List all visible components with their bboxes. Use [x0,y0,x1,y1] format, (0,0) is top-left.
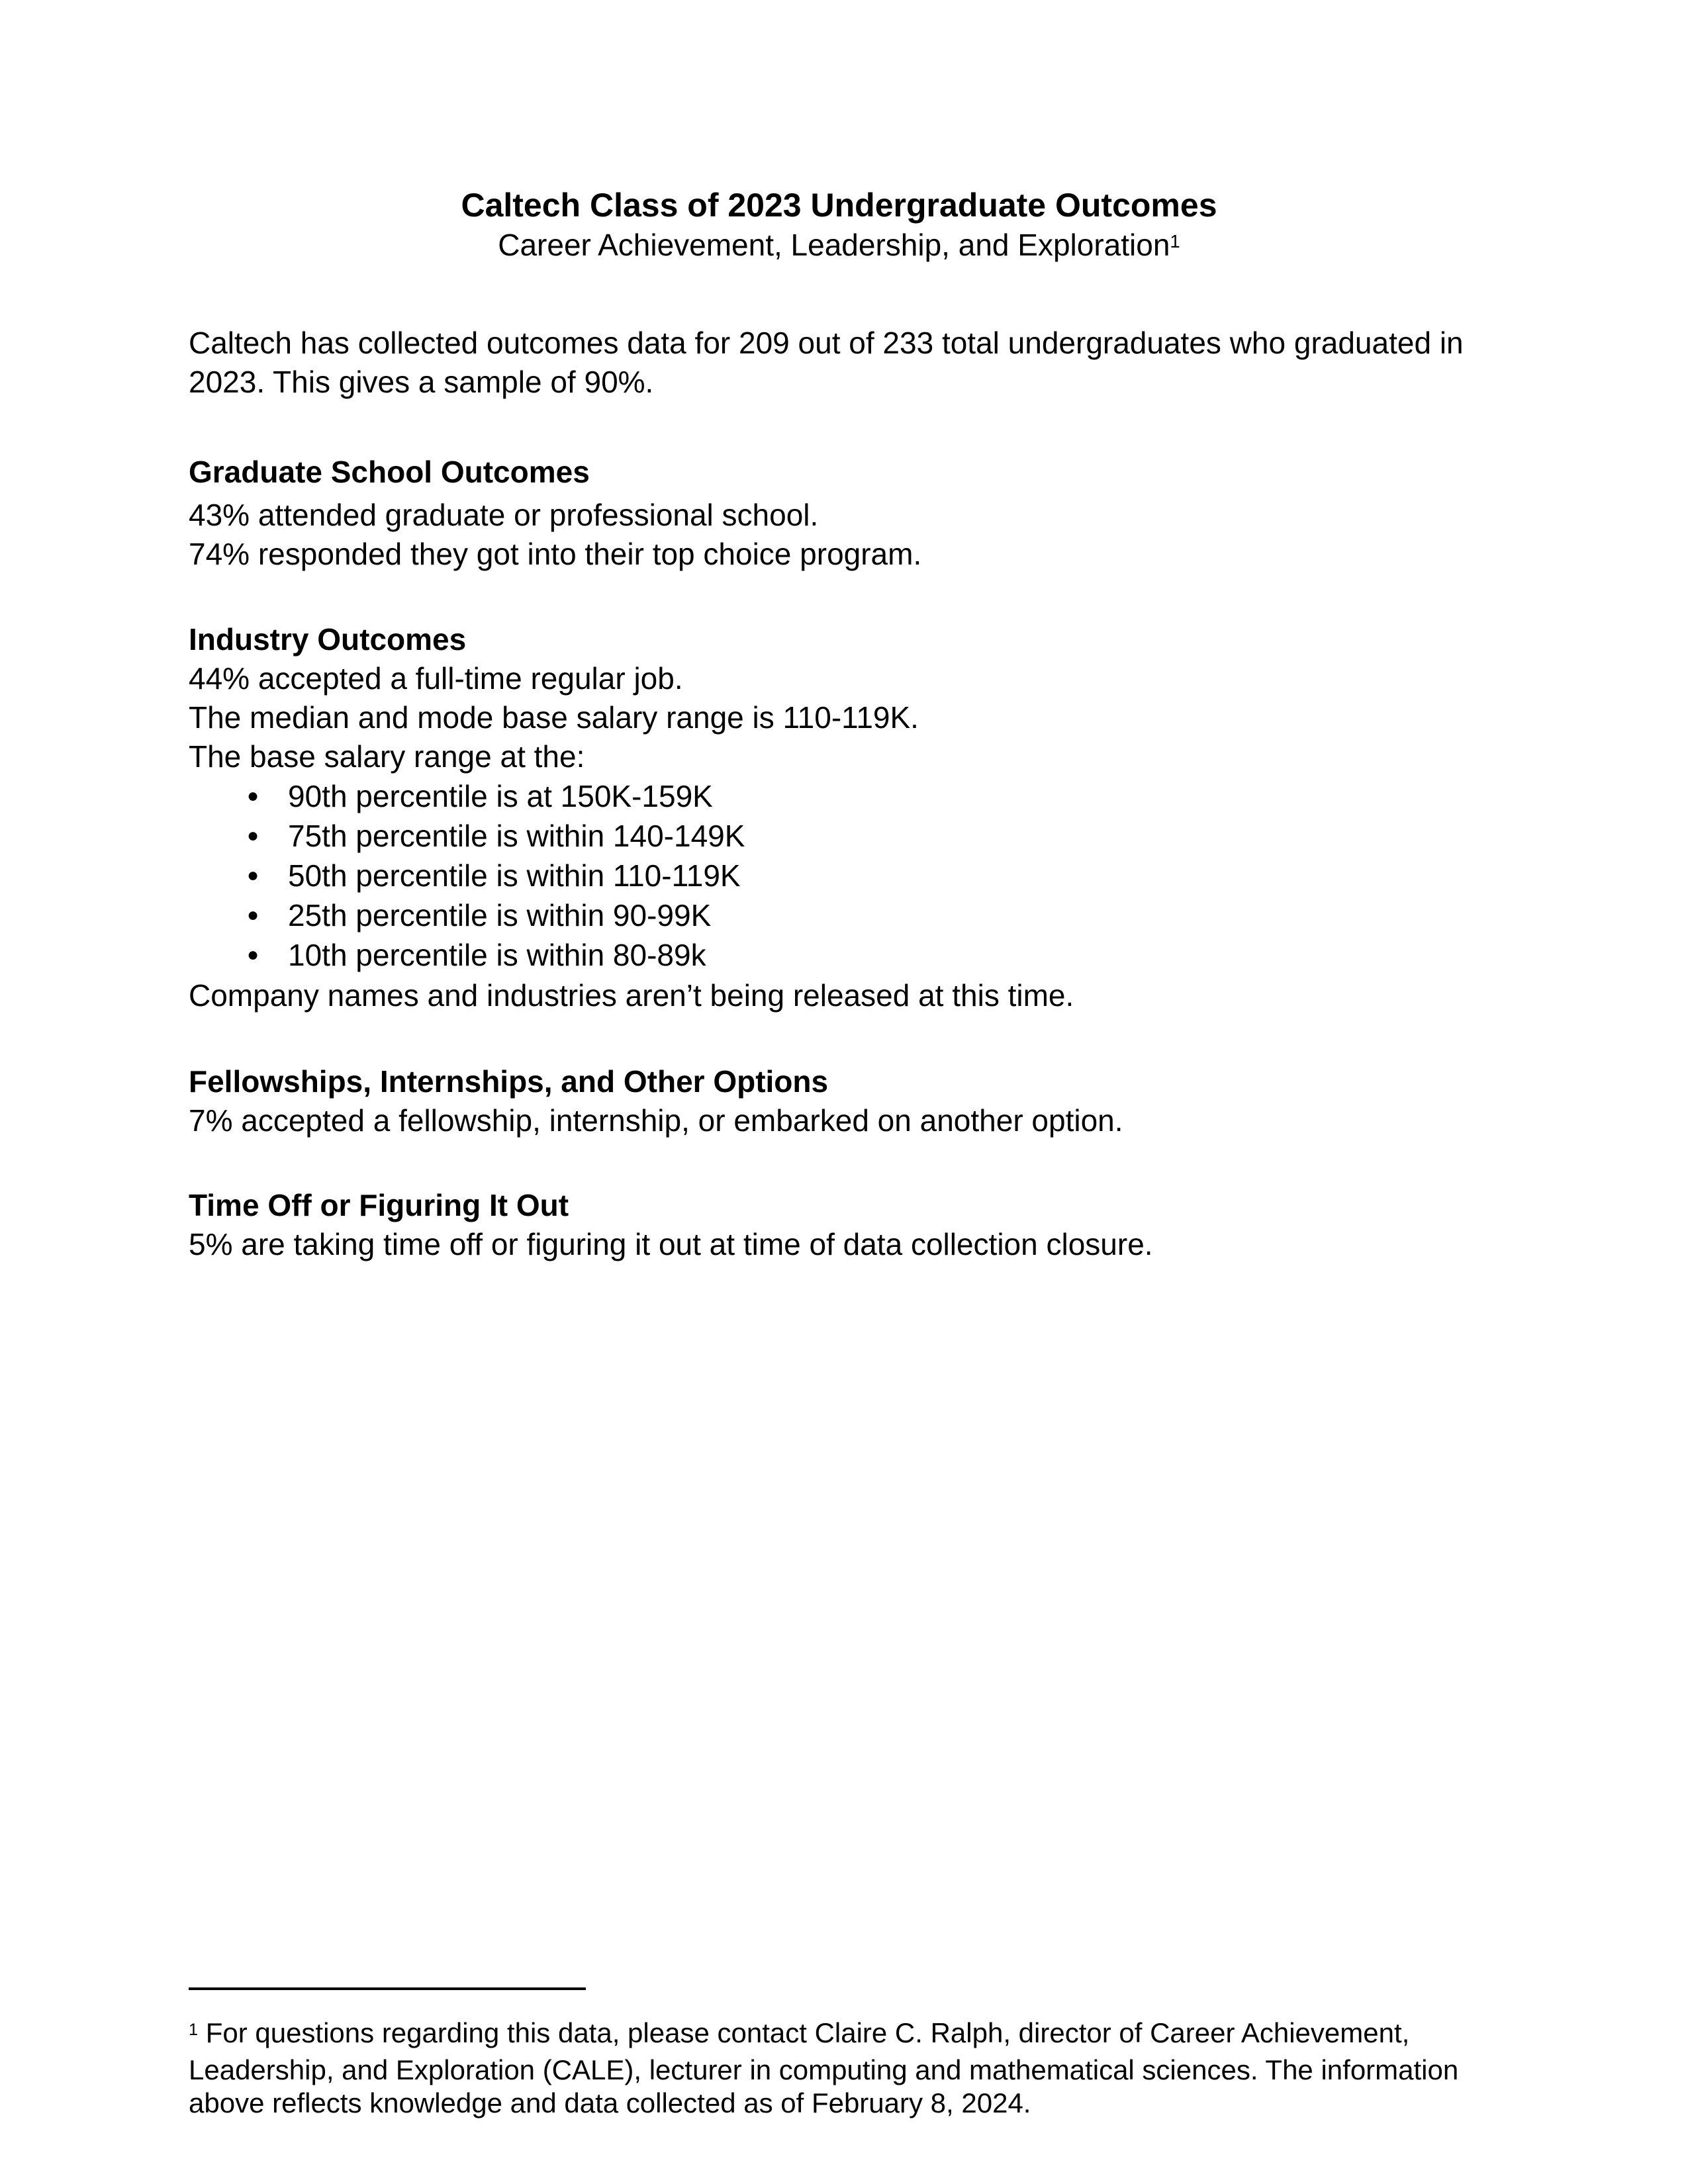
bullet-text: 50th percentile is within 110-119K [288,858,741,893]
industry-paragraph [189,659,1489,776]
bullet-item [189,935,1489,975]
section-heading-graduate-school-outcomes: Graduate School Outcomes [189,455,590,489]
subtitle-text: Career Achievement, Leadership, and Exploration [498,228,1170,262]
salary-percentile-list [189,776,1489,975]
section-heading-time-off: Time Off or Figuring It Out [189,1188,569,1222]
footnote-line-text: For questions regarding this data, please contact Claire C. Ralph, director of Career Achievement, [205,2017,1410,2048]
paragraph-line: Caltech has collected outcomes data for 209 out of 233 total undergraduates who graduated in [189,326,1464,360]
intro-paragraph [189,324,1489,402]
graduate-school-paragraph [189,496,1489,574]
footnote-reference-marker: 1 [1170,230,1180,251]
footnote-line: above reflects knowledge and data collected as of February 8, 2024. [189,2087,1031,2118]
bullet-icon: ● [247,904,259,926]
document-subtitle [189,225,1489,269]
footnote-area [189,1987,1489,2120]
paragraph-line: 74% responded they got into their top choice program. [189,537,922,571]
fellowships-paragraph [189,1101,1489,1140]
bullet-text: 10th percentile is within 80-89k [288,938,706,972]
section-heading-fellowships: Fellowships, Internships, and Other Options [189,1064,829,1099]
footnote-separator [189,1987,586,1990]
bullet-item [189,776,1489,816]
bullet-icon: ● [247,785,259,807]
footnote-line [189,2017,1489,2054]
footnote-marker: 1 [189,2020,199,2039]
bullet-icon: ● [247,864,259,886]
industry-closing-paragraph [189,976,1489,1015]
time-off-paragraph [189,1225,1489,1264]
paragraph-line: Company names and industries aren’t being released at this time. [189,978,1074,1013]
paragraph-line: 2023. This gives a sample of 90%. [189,365,654,399]
bullet-icon: ● [247,944,259,966]
bullet-text: 75th percentile is within 140-149K [288,819,745,853]
paragraph-line: 7% accepted a fellowship, internship, or embarked on another option. [189,1103,1123,1138]
paragraph-line: 44% accepted a full-time regular job. [189,661,683,696]
bullet-icon: ● [247,825,259,846]
bullet-text: 90th percentile is at 150K-159K [288,779,713,813]
paragraph-line: 43% attended graduate or professional school. [189,498,819,532]
bullet-item [189,816,1489,856]
bullet-text: 25th percentile is within 90-99K [288,898,712,933]
section-heading-industry-outcomes: Industry Outcomes [189,622,467,657]
bullet-item [189,856,1489,895]
paragraph-line: The median and mode base salary range is 110-119K. [189,700,919,735]
paragraph-line: The base salary range at the: [189,739,585,774]
document-title: Caltech Class of 2023 Undergraduate Outcomes [461,187,1217,224]
paragraph-line: 5% are taking time off or figuring it out at time of data collection closure. [189,1227,1153,1261]
bullet-item [189,895,1489,935]
footnote-line: Leadership, and Exploration (CALE), lecturer in computing and mathematical sciences. The information [189,2054,1459,2085]
footnote-text [189,2017,1489,2120]
